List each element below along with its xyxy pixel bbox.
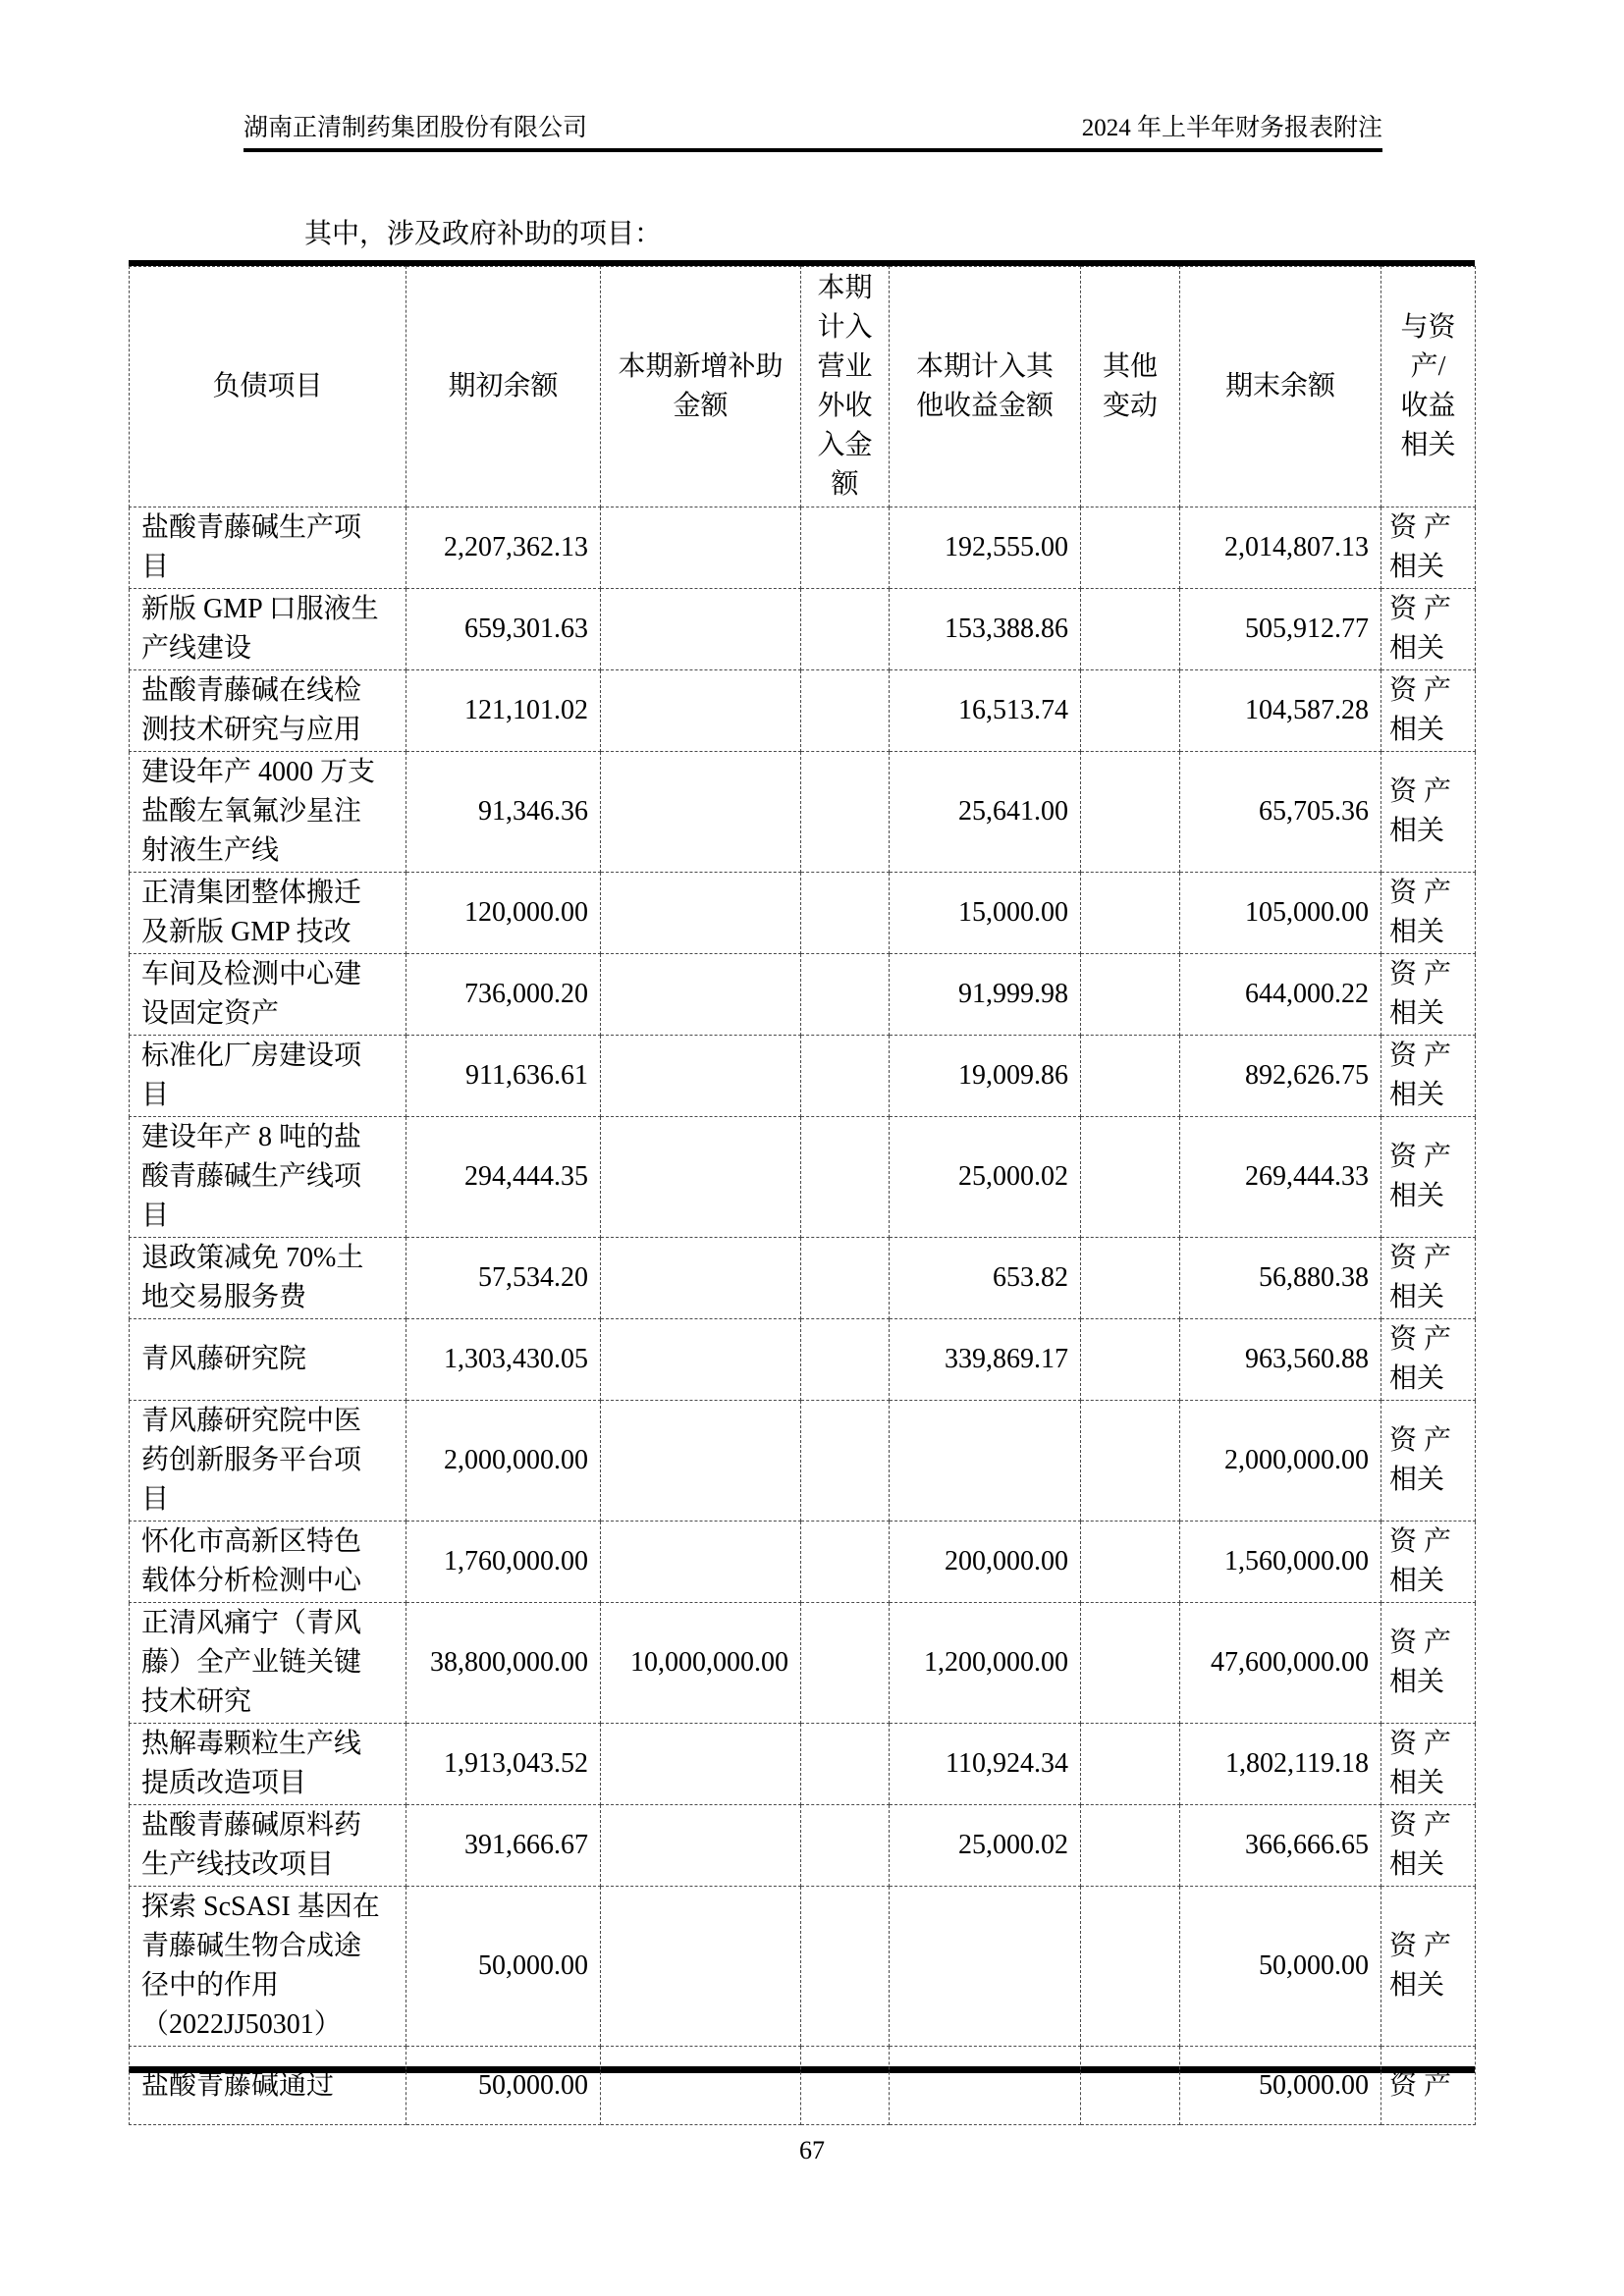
cell-project-name: 盐酸青藤碱在线检测技术研究与应用 <box>130 670 406 752</box>
cell-added-subsidy <box>601 670 801 752</box>
cell-added-subsidy <box>601 1522 801 1603</box>
cell-non-operating-income <box>801 507 890 589</box>
cell-added-subsidy <box>601 589 801 670</box>
cell-added-subsidy <box>601 1887 801 2047</box>
table-row <box>130 1887 1476 2047</box>
cell-added-subsidy <box>601 1401 801 1522</box>
cell-other-income: 200,000.00 <box>890 1522 1081 1603</box>
cell-other-income: 153,388.86 <box>890 589 1081 670</box>
table-row <box>130 1724 1476 1805</box>
cell-opening-balance: 121,101.02 <box>406 670 601 752</box>
cell-project-name: 正清风痛宁（青风藤）全产业链关键技术研究 <box>130 1603 406 1724</box>
cell-other-income <box>890 2047 1081 2125</box>
cell-added-subsidy <box>601 1036 801 1117</box>
table-row <box>130 670 1476 752</box>
cell-other-income: 192,555.00 <box>890 507 1081 589</box>
cell-closing-balance: 269,444.33 <box>1180 1117 1381 1238</box>
cell-opening-balance: 57,534.20 <box>406 1238 601 1319</box>
cell-added-subsidy <box>601 1238 801 1319</box>
table-row <box>130 507 1476 589</box>
cell-asset-related: 资 产 相关 <box>1381 1805 1476 1887</box>
cell-opening-balance: 294,444.35 <box>406 1117 601 1238</box>
cell-other-change <box>1081 670 1180 752</box>
cell-non-operating-income <box>801 1117 890 1238</box>
subsidy-table-wrap <box>129 260 1475 2101</box>
cell-project-name: 正清集团整体搬迁及新版 GMP 技改 <box>130 873 406 954</box>
cell-non-operating-income <box>801 1036 890 1117</box>
cell-non-operating-income <box>801 1522 890 1603</box>
cell-closing-balance: 963,560.88 <box>1180 1319 1381 1401</box>
table-row <box>130 1805 1476 1887</box>
cell-opening-balance: 736,000.20 <box>406 954 601 1036</box>
cell-other-change <box>1081 752 1180 873</box>
cell-asset-related: 资 产 相关 <box>1381 1603 1476 1724</box>
cell-non-operating-income <box>801 1603 890 1724</box>
cell-non-operating-income <box>801 589 890 670</box>
cell-asset-related: 资 产 相关 <box>1381 589 1476 670</box>
cell-asset-related: 资 产 相关 <box>1381 1117 1476 1238</box>
cell-other-change <box>1081 507 1180 589</box>
table-row <box>130 1522 1476 1603</box>
cell-asset-related: 资 产 相关 <box>1381 670 1476 752</box>
cell-opening-balance: 1,760,000.00 <box>406 1522 601 1603</box>
cell-added-subsidy <box>601 752 801 873</box>
cell-project-name: 青风藤研究院 <box>130 1319 406 1401</box>
subsidy-table <box>129 266 1476 2125</box>
cell-project-name: 建设年产 4000 万支盐酸左氧氟沙星注射液生产线 <box>130 752 406 873</box>
cell-asset-related: 资 产 相关 <box>1381 1401 1476 1522</box>
cell-project-name: 盐酸青藤碱原料药生产线技改项目 <box>130 1805 406 1887</box>
cell-added-subsidy: 10,000,000.00 <box>601 1603 801 1724</box>
cell-project-name: 热解毒颗粒生产线提质改造项目 <box>130 1724 406 1805</box>
cell-opening-balance: 91,346.36 <box>406 752 601 873</box>
cell-added-subsidy <box>601 954 801 1036</box>
cell-added-subsidy <box>601 1319 801 1401</box>
cell-non-operating-income <box>801 670 890 752</box>
col-header-project: 负债项目 <box>130 267 406 507</box>
cell-other-change <box>1081 873 1180 954</box>
cell-closing-balance: 2,000,000.00 <box>1180 1401 1381 1522</box>
col-header-asset-related: 与资 产/ 收益 相关 <box>1381 267 1476 507</box>
cell-opening-balance: 50,000.00 <box>406 1887 601 2047</box>
table-header-row <box>130 267 1476 507</box>
cell-other-change <box>1081 2047 1180 2125</box>
page-number: 67 <box>799 2136 825 2164</box>
cell-other-change <box>1081 1805 1180 1887</box>
cell-asset-related: 资 产 相关 <box>1381 1238 1476 1319</box>
cell-opening-balance: 659,301.63 <box>406 589 601 670</box>
cell-other-change <box>1081 1117 1180 1238</box>
cell-other-change <box>1081 589 1180 670</box>
cell-asset-related: 资 产 相关 <box>1381 1036 1476 1117</box>
cell-project-name: 标准化厂房建设项目 <box>130 1036 406 1117</box>
cell-project-name: 探索 ScSASI 基因在青藤碱生物合成途径中的作用（2022JJ50301） <box>130 1887 406 2047</box>
cell-non-operating-income <box>801 1805 890 1887</box>
cell-other-change <box>1081 1036 1180 1117</box>
cell-opening-balance: 1,303,430.05 <box>406 1319 601 1401</box>
cell-opening-balance: 911,636.61 <box>406 1036 601 1117</box>
col-header-added-subsidy: 本期新增补助 金额 <box>601 267 801 507</box>
cell-other-income: 91,999.98 <box>890 954 1081 1036</box>
cell-project-name: 盐酸青藤碱生产项目 <box>130 507 406 589</box>
cell-other-income: 25,000.02 <box>890 1805 1081 1887</box>
cell-opening-balance: 1,913,043.52 <box>406 1724 601 1805</box>
cell-project-name: 新版 GMP 口服液生产线建设 <box>130 589 406 670</box>
cell-project-name: 车间及检测中心建设固定资产 <box>130 954 406 1036</box>
cell-closing-balance: 892,626.75 <box>1180 1036 1381 1117</box>
cell-asset-related: 资 产 相关 <box>1381 954 1476 1036</box>
cell-other-income <box>890 1887 1081 2047</box>
cell-other-income: 16,513.74 <box>890 670 1081 752</box>
cell-non-operating-income <box>801 1401 890 1522</box>
cell-closing-balance: 104,587.28 <box>1180 670 1381 752</box>
cell-other-change <box>1081 954 1180 1036</box>
cell-opening-balance: 38,800,000.00 <box>406 1603 601 1724</box>
cell-project-name: 建设年产 8 吨的盐酸青藤碱生产线项目 <box>130 1117 406 1238</box>
cell-opening-balance: 50,000.00 <box>406 2047 601 2125</box>
cell-asset-related: 资 产 相关 <box>1381 507 1476 589</box>
cell-other-income: 15,000.00 <box>890 873 1081 954</box>
cell-other-income: 339,869.17 <box>890 1319 1081 1401</box>
report-title: 2024 年上半年财务报表附注 <box>1081 115 1382 141</box>
cell-non-operating-income <box>801 873 890 954</box>
cell-closing-balance: 2,014,807.13 <box>1180 507 1381 589</box>
cell-added-subsidy <box>601 1724 801 1805</box>
table-row <box>130 589 1476 670</box>
cell-other-change <box>1081 1522 1180 1603</box>
table-row <box>130 752 1476 873</box>
cell-other-income: 19,009.86 <box>890 1036 1081 1117</box>
table-row <box>130 873 1476 954</box>
cell-closing-balance: 47,600,000.00 <box>1180 1603 1381 1724</box>
header-rule <box>244 148 1382 152</box>
cell-asset-related: 资 产 相关 <box>1381 1724 1476 1805</box>
cell-other-income: 653.82 <box>890 1238 1081 1319</box>
cell-closing-balance: 56,880.38 <box>1180 1238 1381 1319</box>
table-row <box>130 954 1476 1036</box>
cell-asset-related: 资 产 <box>1381 2047 1476 2125</box>
cell-non-operating-income <box>801 954 890 1036</box>
cell-other-change <box>1081 1603 1180 1724</box>
col-header-opening-balance: 期初余额 <box>406 267 601 507</box>
cell-closing-balance: 644,000.22 <box>1180 954 1381 1036</box>
table-body <box>130 507 1476 2125</box>
cell-other-change <box>1081 1238 1180 1319</box>
cell-other-income: 1,200,000.00 <box>890 1603 1081 1724</box>
cell-closing-balance: 366,666.65 <box>1180 1805 1381 1887</box>
cell-asset-related: 资 产 相关 <box>1381 1887 1476 2047</box>
cell-asset-related: 资 产 相关 <box>1381 873 1476 954</box>
cell-other-change <box>1081 1401 1180 1522</box>
cell-opening-balance: 120,000.00 <box>406 873 601 954</box>
table-row <box>130 1238 1476 1319</box>
cell-project-name: 青风藤研究院中医药创新服务平台项目 <box>130 1401 406 1522</box>
cell-asset-related: 资 产 相关 <box>1381 1522 1476 1603</box>
table-row <box>130 1603 1476 1724</box>
cell-other-change <box>1081 1319 1180 1401</box>
table-row <box>130 1401 1476 1522</box>
table-row <box>130 2047 1476 2125</box>
cell-opening-balance: 391,666.67 <box>406 1805 601 1887</box>
cell-added-subsidy <box>601 507 801 589</box>
cell-closing-balance: 1,560,000.00 <box>1180 1522 1381 1603</box>
cell-closing-balance: 1,802,119.18 <box>1180 1724 1381 1805</box>
col-header-other-change: 其他 变动 <box>1081 267 1180 507</box>
table-row <box>130 1319 1476 1401</box>
cell-added-subsidy <box>601 1117 801 1238</box>
cell-project-name: 盐酸青藤碱通过 <box>130 2047 406 2125</box>
cell-closing-balance: 50,000.00 <box>1180 2047 1381 2125</box>
cell-other-income: 25,641.00 <box>890 752 1081 873</box>
company-name: 湖南正清制药集团股份有限公司 <box>244 115 588 141</box>
cell-non-operating-income <box>801 752 890 873</box>
intro-text: 其中，涉及政府补助的项目： <box>304 219 663 249</box>
cell-other-change <box>1081 1724 1180 1805</box>
cell-non-operating-income <box>801 1238 890 1319</box>
cell-added-subsidy <box>601 2047 801 2125</box>
cell-other-change <box>1081 1887 1180 2047</box>
cell-closing-balance: 65,705.36 <box>1180 752 1381 873</box>
cell-project-name: 怀化市高新区特色载体分析检测中心 <box>130 1522 406 1603</box>
cell-other-income <box>890 1401 1081 1522</box>
cell-added-subsidy <box>601 873 801 954</box>
cell-project-name: 退政策减免 70%土地交易服务费 <box>130 1238 406 1319</box>
cell-asset-related: 资 产 相关 <box>1381 1319 1476 1401</box>
cell-opening-balance: 2,000,000.00 <box>406 1401 601 1522</box>
col-header-other-income: 本期计入其 他收益金额 <box>890 267 1081 507</box>
cell-non-operating-income <box>801 2047 890 2125</box>
col-header-closing-balance: 期末余额 <box>1180 267 1381 507</box>
cell-other-income: 25,000.02 <box>890 1117 1081 1238</box>
cell-asset-related: 资 产 相关 <box>1381 752 1476 873</box>
cell-other-income: 110,924.34 <box>890 1724 1081 1805</box>
cell-non-operating-income <box>801 1319 890 1401</box>
table-row <box>130 1117 1476 1238</box>
cell-closing-balance: 50,000.00 <box>1180 1887 1381 2047</box>
cell-non-operating-income <box>801 1887 890 2047</box>
table-row <box>130 1036 1476 1117</box>
cell-opening-balance: 2,207,362.13 <box>406 507 601 589</box>
cell-closing-balance: 105,000.00 <box>1180 873 1381 954</box>
col-header-non-operating-income: 本期 计入 营业 外收 入金 额 <box>801 267 890 507</box>
cell-closing-balance: 505,912.77 <box>1180 589 1381 670</box>
cell-non-operating-income <box>801 1724 890 1805</box>
cell-added-subsidy <box>601 1805 801 1887</box>
